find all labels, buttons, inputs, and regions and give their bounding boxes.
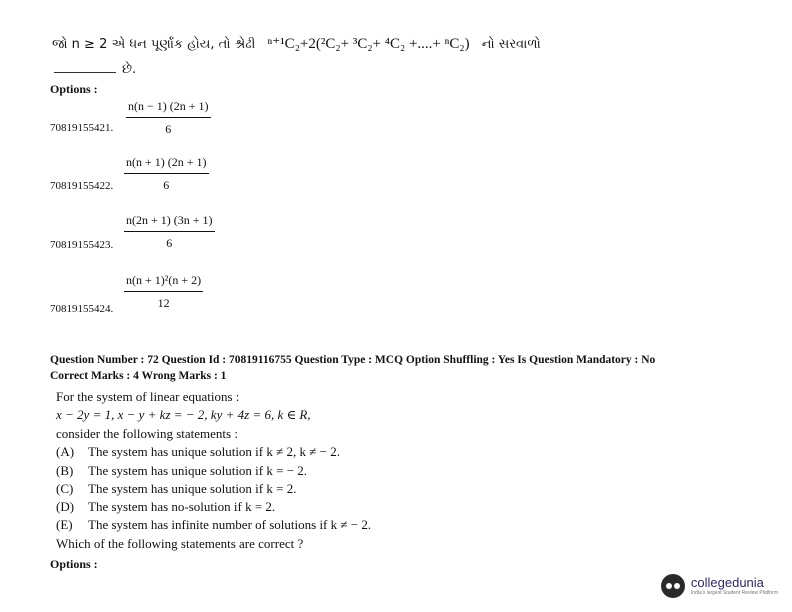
logo-tagline: India's largest Student Review Platform [690,590,778,596]
question-text-gujarati [52,34,541,53]
fraction-denominator: 6 [166,236,173,250]
statement-label: (E) [56,517,73,532]
question-ask: Which of the following statements are correct ? [56,536,304,551]
fraction-denominator: 6 [163,178,170,192]
statement [56,517,371,533]
statement [56,481,296,497]
statement [56,463,307,479]
fraction-numerator: n(n + 1)²(n + 2) [124,273,203,292]
fraction-numerator: n(2n + 1) (3n + 1) [124,213,215,232]
options-label: Options : [50,82,98,96]
equations: x − 2y = 1, x − y + kz = − 2, ky + 4z = 6, k ∈ R, [56,407,311,422]
question-meta: Question Number : 72 Question Id : 70819116755 Question Type : MCQ Option Shuffling : Yes Is Question Mandatory : No [50,354,656,366]
option-id: 70819155421. [50,122,114,134]
option-id: 70819155424. [50,303,114,315]
statement-label: (B) [56,463,74,478]
question-intro: For the system of linear equations : [56,389,240,404]
statement-text: The system has no-solution if k = 2. [88,499,276,514]
question-end: છે. [122,62,137,77]
statement-text: The system has infinite number of solutions if k ≠ − 2. [88,517,372,532]
statement [56,499,275,515]
consider-line: consider the following statements : [56,426,238,441]
fraction-numerator: n(n − 1) (2n + 1) [126,99,211,118]
marks-meta: Correct Marks : 4 Wrong Marks : 1 [50,370,227,382]
option-fraction [124,273,203,311]
option-id: 70819155423. [50,239,114,251]
fraction-numerator: n(n + 1) (2n + 1) [124,155,209,174]
mascot-face-icon [661,574,685,598]
logo-text [691,576,778,596]
statement-label: (A) [56,444,75,459]
logo-name: collegedunia [690,575,764,590]
statement [56,444,340,460]
options-label: Options : [50,557,98,571]
statement-text: The system has unique solution if k = 2. [88,481,297,496]
answer-blank [54,72,116,73]
watermark-logo [661,574,778,598]
question-suffix: નો સરવાળો [481,37,541,52]
option-fraction [126,99,211,137]
statement-text: The system has unique solution if k ≠ 2, k ≠ − 2. [88,444,340,459]
option-fraction [124,213,215,251]
series-expression: ⁿ⁺¹C₂+2(²C₂+ ³C₂+ ⁴C₂ +....+ ⁿC₂) [267,36,470,52]
statement-label: (D) [56,499,75,514]
question-prefix: જો n ≥ 2 એ ધન પૂર્ણાંક હોય, તો શ્રેઢી [52,37,256,52]
statement-text: The system has unique solution if k = − 2. [88,463,308,478]
option-fraction [124,155,209,193]
fraction-denominator: 12 [157,296,170,310]
statement-label: (C) [56,481,74,496]
fraction-denominator: 6 [165,122,172,136]
option-id: 70819155422. [50,180,114,192]
